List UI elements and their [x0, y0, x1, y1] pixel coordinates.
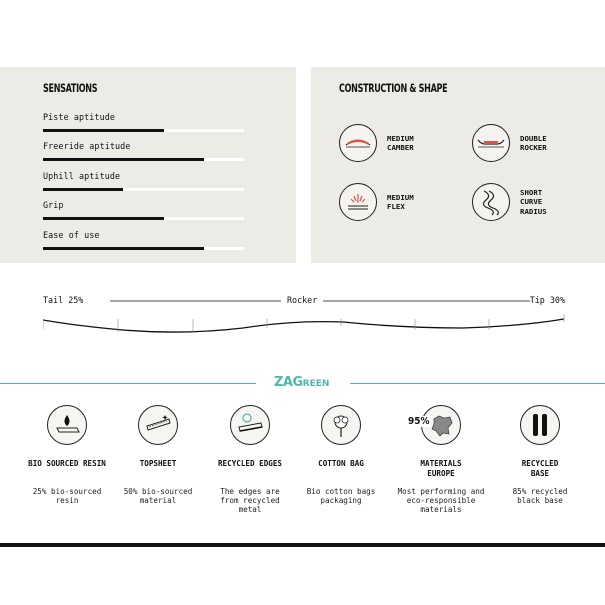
sensation-row	[43, 230, 244, 240]
construction-title: CONSTRUCTION & SHAPE	[339, 81, 448, 95]
sensation-track	[43, 247, 244, 250]
zagreen-logo	[274, 375, 329, 390]
construction-label: MEDIUM CAMBER	[387, 133, 414, 152]
recycled-base-icon	[520, 405, 560, 445]
profile-tip-label: Tip 30%	[529, 295, 565, 305]
feature-title: COTTON BAG	[318, 459, 364, 468]
profile-tail-label: Tail 25%	[43, 295, 84, 305]
recycled-edges-icon	[230, 405, 270, 445]
feature-title: BIO SOURCED RESIN	[28, 459, 106, 468]
feature-desc: The edges are from recycled metal	[220, 487, 280, 514]
feature-item	[109, 405, 207, 505]
sensation-fill	[43, 188, 123, 191]
zagreen-divider	[0, 372, 605, 394]
topsheet-icon	[138, 405, 178, 445]
sensation-label: Ease of use	[43, 230, 100, 240]
feature-desc: Most performing and eco-responsible materials	[397, 487, 485, 514]
construction-label: DOUBLE ROCKER	[520, 133, 547, 152]
sensation-row	[43, 141, 244, 151]
feature-desc: Bio cotton bags packaging	[306, 487, 376, 505]
sensation-track	[43, 158, 244, 161]
sensation-label: Freeride aptitude	[43, 141, 131, 151]
feature-item	[292, 405, 390, 505]
sensations-panel	[0, 67, 296, 263]
construction-item	[339, 183, 447, 221]
sensation-track	[43, 129, 244, 132]
sensation-row	[43, 171, 244, 181]
feature-desc: 25% bio-sourced resin	[32, 487, 102, 505]
sensations-title: SENSATIONS	[43, 81, 98, 95]
construction-label: SHORT CURVE RADIUS	[520, 187, 547, 216]
feature-item	[392, 405, 490, 514]
sensation-fill	[43, 247, 204, 250]
construction-item	[472, 183, 580, 221]
feature-item	[18, 405, 116, 505]
sensation-track	[43, 217, 244, 220]
short-curve-radius-icon	[472, 183, 510, 221]
sensation-fill	[43, 217, 164, 220]
sensation-fill	[43, 158, 204, 161]
logo-main: ZAG	[274, 375, 303, 390]
resin-drop-icon	[47, 405, 87, 445]
footer-divider	[0, 543, 605, 547]
cotton-icon	[321, 405, 361, 445]
sensation-track	[43, 188, 244, 191]
divider-line-right	[350, 383, 605, 384]
divider-line-left	[0, 383, 256, 384]
construction-item	[472, 124, 580, 162]
sensation-fill	[43, 129, 164, 132]
feature-desc: 85% recycled black base	[512, 487, 568, 505]
sensation-row	[43, 112, 244, 122]
feature-item	[491, 405, 589, 505]
medium-camber-icon	[339, 124, 377, 162]
medium-flex-icon	[339, 183, 377, 221]
sensation-label: Piste aptitude	[43, 112, 115, 122]
construction-panel	[311, 67, 605, 263]
feature-title: TOPSHEET	[139, 459, 177, 468]
profile-center-label: Rocker	[281, 295, 323, 305]
europe-map-icon	[408, 405, 461, 445]
ski-profile	[43, 292, 565, 342]
feature-title: RECYCLED BASE	[521, 459, 559, 478]
feature-item	[201, 405, 299, 514]
construction-item	[339, 124, 447, 162]
feature-title: RECYCLED EDGES	[217, 459, 282, 468]
sensation-row	[43, 200, 244, 210]
feature-title: MATERIALS EUROPE	[420, 459, 462, 478]
sensation-label: Grip	[43, 200, 64, 210]
materials-badge: 95%	[408, 416, 430, 427]
sensation-label: Uphill aptitude	[43, 171, 121, 181]
construction-label: MEDIUM FLEX	[387, 192, 414, 211]
double-rocker-icon	[472, 124, 510, 162]
logo-suffix: REEN	[302, 379, 330, 389]
feature-desc: 50% bio-sourced material	[123, 487, 193, 505]
